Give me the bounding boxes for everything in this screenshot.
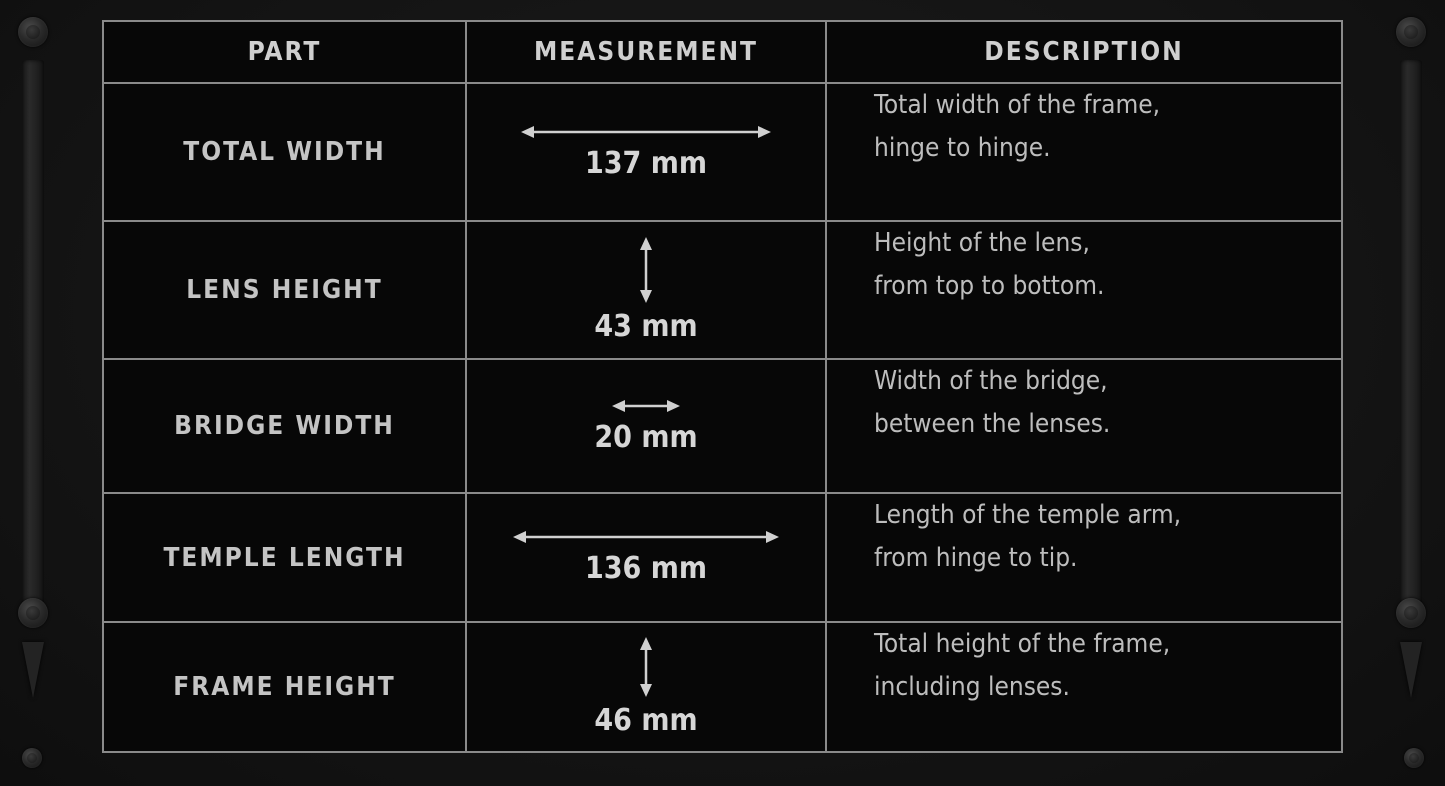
description-line: from hinge to tip. [874,543,1078,573]
description-cell [827,494,1341,623]
rivet-icon [1396,17,1426,47]
description-line: Total width of the frame, [874,90,1161,120]
description-line: including lenses. [874,672,1070,702]
measurement-cell [467,222,827,360]
spike-ornament-icon [1400,642,1422,698]
measurement-value: 43 mm [594,308,698,344]
vertical-arrow-icon [638,637,654,697]
measurement-value: 137 mm [585,145,707,181]
description-line: from top to bottom. [874,271,1105,301]
horizontal-arrow-icon [612,398,680,414]
part-label: FRAME HEIGHT [104,623,467,751]
part-label: BRIDGE WIDTH [104,360,467,494]
rivet-icon [18,598,48,628]
measurement-table [102,20,1343,753]
description-line: Length of the temple arm, [874,500,1182,530]
column-header-measurement: MEASUREMENT [467,22,827,84]
description-cell [827,623,1341,751]
part-label: TOTAL WIDTH [104,84,467,222]
measurement-value: 136 mm [585,551,707,586]
description-line: Height of the lens, [874,228,1090,258]
rivet-icon [22,748,42,768]
vertical-arrow-icon [638,237,654,303]
horizontal-arrow-icon [521,124,771,140]
measurement-cell [467,84,827,222]
description-line: between the lenses. [874,409,1111,439]
spike-ornament-icon [22,642,44,698]
description-cell [827,222,1341,360]
description-cell [827,360,1341,494]
rivet-icon [1396,598,1426,628]
rivet-icon [18,17,48,47]
measurement-value: 20 mm [594,419,698,455]
column-header-part: PART [104,22,467,84]
measurement-cell [467,494,827,623]
rivet-icon [1404,748,1424,768]
measurement-cell [467,360,827,494]
horizontal-arrow-icon [513,529,779,545]
measurement-value: 46 mm [594,702,698,738]
left-rail [22,60,44,620]
right-rail [1400,60,1422,620]
description-line: hinge to hinge. [874,133,1051,163]
description-cell [827,84,1341,222]
description-line: Total height of the frame, [874,629,1171,659]
measurement-cell [467,623,827,751]
column-header-description: DESCRIPTION [827,22,1341,84]
part-label: TEMPLE LENGTH [104,494,467,623]
description-line: Width of the bridge, [874,366,1108,396]
part-label: LENS HEIGHT [104,222,467,360]
